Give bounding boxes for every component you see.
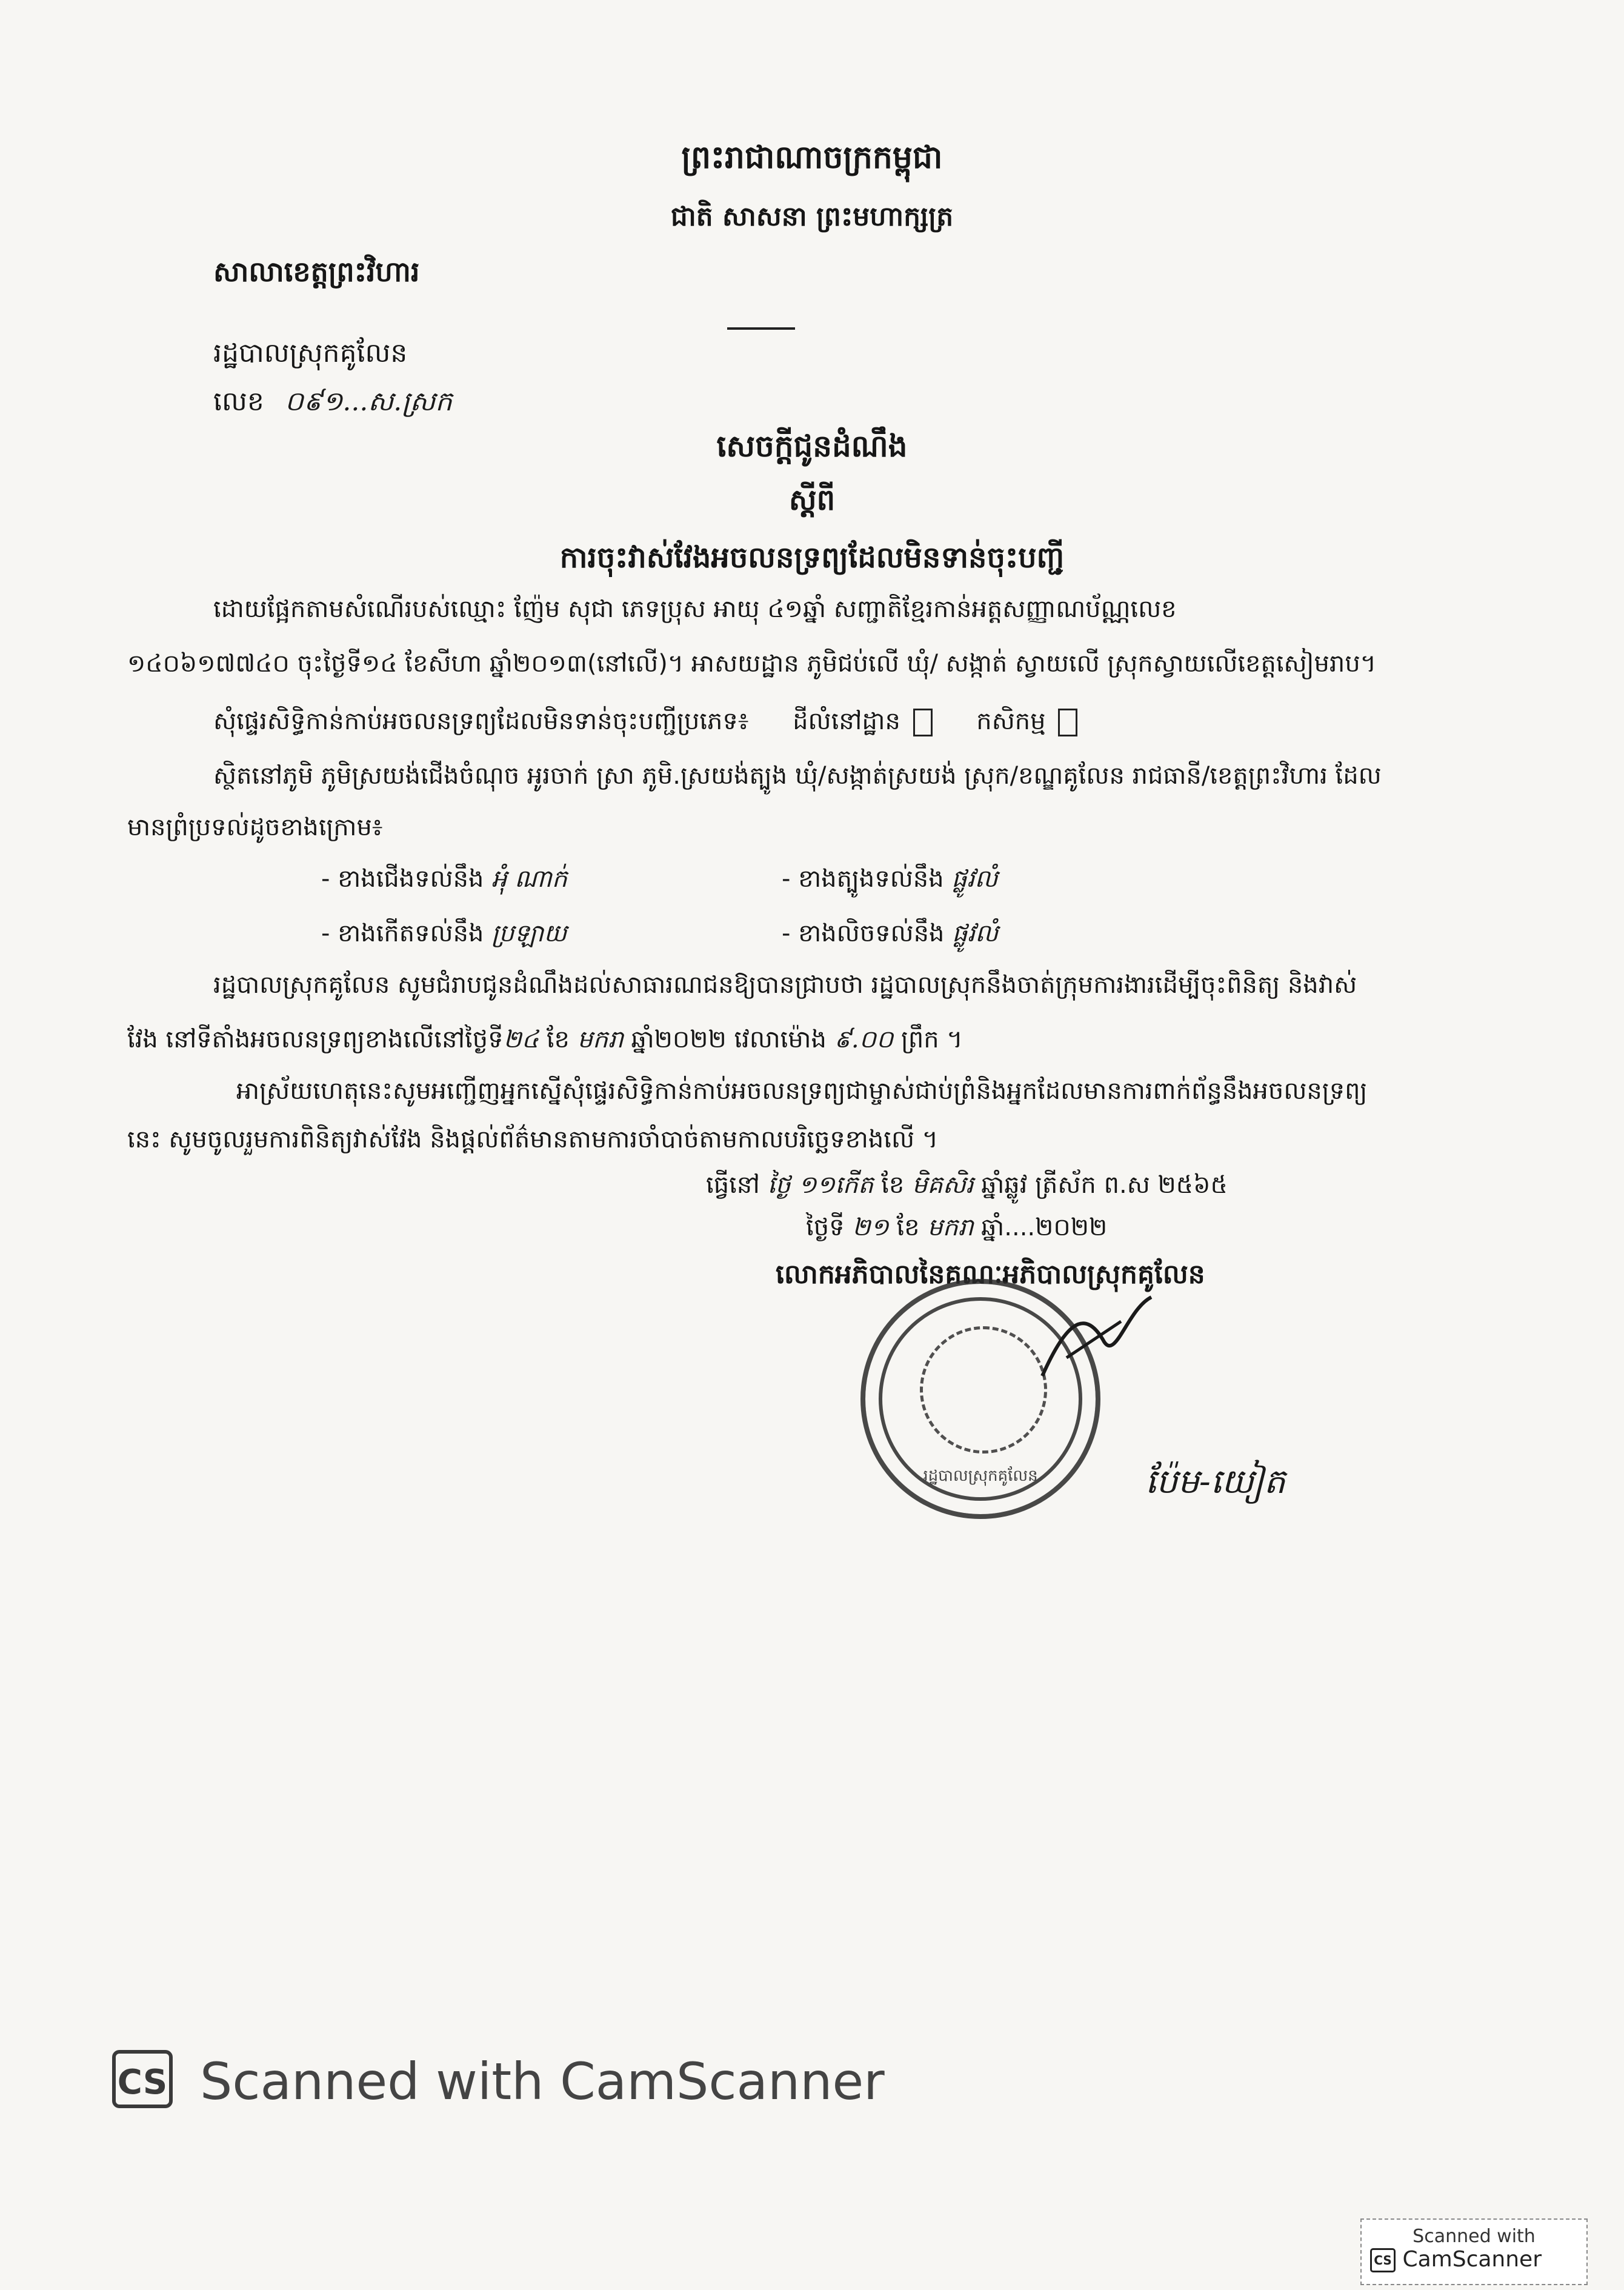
subject-label: ស្តីពី bbox=[788, 483, 836, 517]
district-admin: រដ្ឋបាលស្រុកគូលែន bbox=[213, 338, 408, 369]
camscanner-watermark: Scanned with CamScanner bbox=[200, 2052, 885, 2111]
option-residential-label: ដីលំនៅដ្ឋាន bbox=[793, 707, 900, 735]
requester-line-1: ដោយផ្អែកតាមសំណើរបស់ឈ្មោះ ញ៉ែម សុជា ភេទប្រុស អាយុ ៤១ឆ្នាំ សញ្ជាតិខ្មែរកាន់អត្តសញ្ញាណប័ណ្ណលេខ bbox=[213, 595, 1177, 623]
corner-line-1: Scanned with bbox=[1413, 2226, 1536, 2247]
notice-month: មករា bbox=[577, 1026, 624, 1053]
signer-title: លោកអភិបាលនៃគណៈអភិបាលស្រុកគូលែន bbox=[776, 1259, 1205, 1290]
camscanner-logo bbox=[112, 2050, 173, 2108]
notice-text-d: ព្រឹក ។ bbox=[900, 1026, 963, 1053]
invitation-line-1: អាស្រ័យហេតុនេះសូមអញ្ជើញអ្នកស្នើសុំផ្ទេរសិទ្ធិកាន់កាប់អចលនទ្រព្យជាម្ចាស់ជាប់ព្រំនិងអ្នកដែលមានការពាក់ព័ន្ធនឹងអចលនទ្រព្យ bbox=[236, 1077, 1368, 1105]
seal-text: រដ្ឋបាលស្រុកគូលែន bbox=[923, 1467, 1038, 1485]
lunar-date-line bbox=[706, 1170, 1228, 1200]
solar-day-label: ថ្ងៃទី bbox=[806, 1213, 845, 1241]
boundary-south-label: - ខាងត្បូងទល់នឹង bbox=[782, 865, 944, 893]
lunar-month-value: មិគសិរ bbox=[911, 1171, 974, 1199]
boundary-west bbox=[782, 918, 998, 949]
national-motto: ជាតិ សាសនា ព្រះមហាក្សត្រ bbox=[670, 201, 954, 232]
solar-year: ឆ្នាំ....២០២២ bbox=[981, 1213, 1108, 1241]
property-type-line bbox=[213, 706, 1077, 736]
lunar-year: ឆ្នាំឆ្លូវ ត្រីស័ក ព.ស ២៥៦៥ bbox=[981, 1171, 1228, 1199]
seal-emblem-icon bbox=[920, 1326, 1047, 1454]
corner-cs-icon: CS bbox=[1370, 2248, 1396, 2272]
boundary-south-value: ផ្លូវលំ bbox=[951, 865, 998, 893]
boundary-south bbox=[782, 864, 997, 894]
option-residential-checkbox bbox=[913, 709, 933, 736]
reference-number bbox=[213, 385, 452, 418]
cs-badge-icon: CS bbox=[112, 2050, 173, 2108]
signer-name: ប៉ែម-យៀត bbox=[1145, 1462, 1286, 1501]
notice-text-c: ឆ្នាំ២០២២ វេលាម៉ោង bbox=[631, 1026, 827, 1053]
kingdom-header: ព្រះរាជាណាចក្រកម្ពុជា bbox=[681, 139, 943, 176]
document-subject: ការចុះវាស់វែងអចលនទ្រព្យដែលមិនទាន់ចុះបញ្ជី bbox=[559, 541, 1065, 575]
ref-value: ០៩១...ស.ស្រក bbox=[284, 386, 453, 417]
corner-line-2-wrap bbox=[1370, 2247, 1578, 2272]
location-line-1: ស្ថិតនៅភូមិ ភូមិស្រយង់ជើងចំណុច អូរចាក់ ស្រា ភូមិ.ស្រយង់ត្បូង ឃុំ/សង្កាត់ស្រយង់ ស្រុក/ខណ្ឌគូលែន រាជធានី/ខេត្តព្រះវិហារ ដែល bbox=[213, 762, 1382, 790]
signature-stroke-icon bbox=[1030, 1285, 1163, 1394]
solar-month-label: ខែ bbox=[896, 1213, 920, 1241]
document-title: សេចក្តីជូនដំណឹង bbox=[716, 429, 908, 464]
province-hall: សាលាខេត្តព្រះវិហារ bbox=[213, 255, 420, 288]
notice-line-1: រដ្ឋបាលស្រុកគូលែន សូមជំរាបជូនដំណឹងដល់សាធារណជនឱ្យបានជ្រាបថា រដ្ឋបាលស្រុកនឹងចាត់ក្រុមការងារដើម្បីចុះពិនិត្យ និងវាស់ bbox=[213, 971, 1357, 999]
solar-day-value: ២១ bbox=[852, 1213, 889, 1241]
lunar-date-value: ថ្ងៃ ១១កើត bbox=[767, 1171, 874, 1199]
solar-date-line bbox=[806, 1212, 1107, 1243]
boundary-north-value: អុំ ណាក់ bbox=[491, 865, 568, 893]
lunar-date-label: ធ្វើនៅ bbox=[706, 1171, 760, 1199]
notice-time: ៩.០០ bbox=[834, 1026, 894, 1053]
boundary-west-label: - ខាងលិចទល់នឹង bbox=[782, 920, 945, 947]
boundary-east bbox=[321, 918, 567, 949]
ref-label: លេខ bbox=[213, 386, 264, 417]
header-divider bbox=[727, 327, 795, 330]
notice-day: ២៤ bbox=[503, 1026, 539, 1053]
boundary-east-value: ប្រឡាយ bbox=[491, 920, 567, 947]
solar-month-value: មករា bbox=[927, 1213, 974, 1241]
notice-line-2 bbox=[127, 1024, 963, 1055]
boundary-north bbox=[321, 864, 567, 894]
option-agriculture-label: កសិកម្ម bbox=[976, 707, 1046, 735]
boundary-west-value: ផ្លូវលំ bbox=[952, 920, 999, 947]
corner-line-2: CamScanner bbox=[1402, 2247, 1542, 2272]
invitation-line-2: នេះ សូមចូលរួមការពិនិត្យវាស់វែង និងផ្តល់ព័ត៌មានតាមការចាំបាច់តាមកាលបរិច្ឆេទខាងលើ ។ bbox=[127, 1126, 939, 1153]
notice-text-a: វែង នៅទីតាំងអចលនទ្រព្យខាងលើនៅថ្ងៃទី bbox=[127, 1026, 504, 1053]
property-type-text: សុំផ្ទេរសិទ្ធិកាន់កាប់អចលនទ្រព្យដែលមិនទាន់ចុះបញ្ជីប្រភេទ៖ bbox=[213, 707, 749, 735]
boundary-north-label: - ខាងជើងទល់នឹង bbox=[321, 865, 484, 893]
lunar-month-label: ខែ bbox=[881, 1171, 905, 1199]
corner-watermark bbox=[1360, 2218, 1588, 2285]
option-agriculture-checkbox bbox=[1058, 709, 1077, 736]
notice-text-b: ខែ bbox=[546, 1026, 570, 1053]
location-line-2: មានព្រំប្រទល់ដូចខាងក្រោម៖ bbox=[127, 813, 383, 841]
boundary-east-label: - ខាងកើតទល់នឹង bbox=[321, 920, 484, 947]
requester-line-2: ១៤០៦១៧៧៤០ ចុះថ្ងៃទី១៤ ខែសីហា ឆ្នាំ២០១៣(នៅលើ)។ អាសយដ្ឋាន ភូមិជប់លើ ឃុំ/ សង្កាត់ ស្វាយលើ ស្រុកស្វាយលើខេត្តសៀមរាប។ bbox=[127, 650, 1377, 678]
